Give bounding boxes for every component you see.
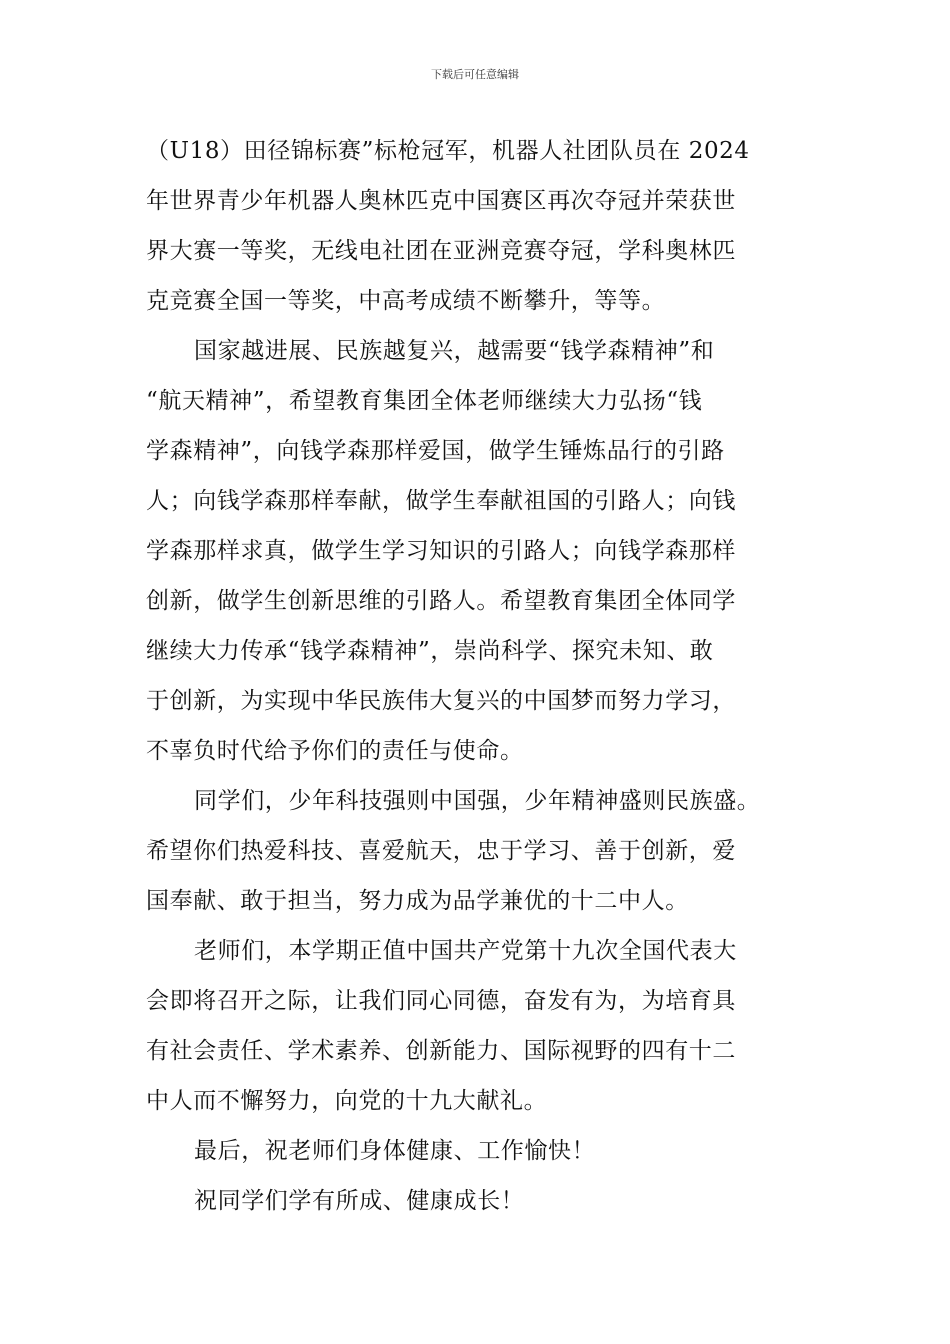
text-line: 会即将召开之际，让我们同心同德，奋发有为，为培育具 [146,988,736,1014]
paragraph-students [146,776,826,926]
text-line: 不辜负时代给予你们的责任与使命。 [146,738,524,764]
document-body [146,126,826,1226]
paragraph-wish-teachers [146,1126,826,1176]
paragraph-wish-students [146,1176,826,1226]
paragraph-teachers [146,926,826,1126]
text-line: 克竞赛全国一等奖，中高考成绩不断攀升，等等。 [146,288,666,314]
text-line: 继续大力传承“钱学森精神”，崇尚科学、探究未知、敢 [146,638,714,664]
text-line: 老师们，本学期正值中国共产党第十九次全国代表大 [194,938,737,964]
text-line: 于创新，为实现中华民族伟大复兴的中国梦而努力学习， [146,688,736,714]
text-line: 中人而不懈努力，向党的十九大献礼。 [146,1088,548,1114]
text-line: 国家越进展、民族越复兴，越需要“钱学森精神”和 [194,338,715,364]
text-line: 祝同学们学有所成、健康成长！ [194,1188,525,1214]
paragraph-qian-xuesen-spirit [146,326,826,776]
text-line: 人；向钱学森那样奉献，做学生奉献祖国的引路人；向钱 [146,488,736,514]
page-header: 下载后可任意编辑 [431,68,519,81]
text-line: 学森精神”，向钱学森那样爱国，做学生锤炼品行的引路 [146,438,725,464]
text-line: 年世界青少年机器人奥林匹克中国赛区再次夺冠并荣获世 [146,188,736,214]
text-line: 同学们，少年科技强则中国强，少年精神盛则民族盛。 [194,788,761,814]
text-line: （U18）田径锦标赛”标枪冠军，机器人社团队员在 2024 [146,138,750,164]
paragraph-awards [146,126,826,326]
text-line: “航天精神”，希望教育集团全体老师继续大力弘扬“钱 [146,388,703,414]
text-line: 有社会责任、学术素养、创新能力、国际视野的四有十二 [146,1038,736,1064]
text-line: 学森那样求真，做学生学习知识的引路人；向钱学森那样 [146,538,736,564]
text-line: 界大赛一等奖，无线电社团在亚洲竞赛夺冠，学科奥林匹 [146,238,736,264]
text-line: 国奉献、敢于担当，努力成为品学兼优的十二中人。 [146,888,689,914]
text-line: 最后，祝老师们身体健康、工作愉快！ [194,1138,596,1164]
text-line: 创新，做学生创新思维的引路人。希望教育集团全体同学 [146,588,736,614]
text-line: 希望你们热爱科技、喜爱航天，忠于学习、善于创新，爱 [146,838,736,864]
